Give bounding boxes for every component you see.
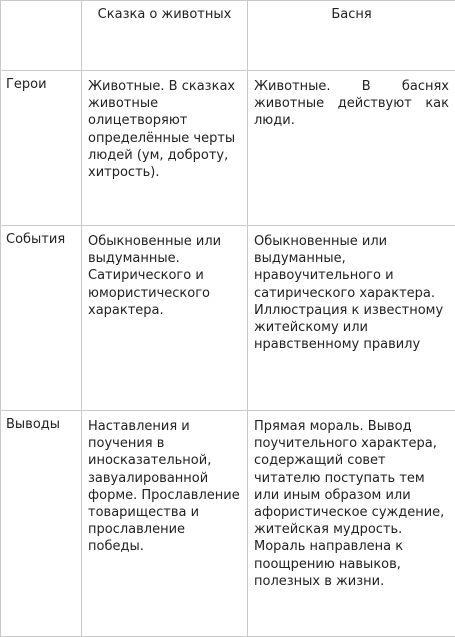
cell-events-fable: Обыкновенные или выдуманные, нравоучительного и сатирического характера. Иллюстрация к известному житейскому или нравственному правилу	[248, 226, 455, 411]
cell-conclusions-tale: Наставления и поучения в иносказательной, завуалированной форме. Прославление товарищества и прославление победы.	[82, 411, 248, 637]
header-fairy-tale: Сказка о животных	[82, 1, 248, 71]
table-header-row	[1, 1, 455, 71]
cell-conclusions-fable: Прямая мораль. Вывод поучительного характера, содержащий совет читателю поступать тем или иным образом или афористическое суждение, житейская мудрость. Мораль направлена к поощрению навыков, полезных в жизни.	[248, 411, 455, 637]
header-corner-cell	[1, 1, 82, 71]
cell-events-tale: Обыкновенные или выдуманные. Сатирического и юмористического характера.	[82, 226, 248, 411]
table-row-conclusions	[1, 411, 455, 637]
header-fable: Басня	[248, 1, 455, 71]
cell-heroes-tale: Животные. В сказках животные олицетворяют определённые черты людей (ум, доброту, хитрость).	[82, 71, 248, 226]
row-label-conclusions: Выводы	[1, 411, 82, 637]
row-label-events: События	[1, 226, 82, 411]
table-row-events	[1, 226, 455, 411]
row-label-heroes: Герои	[1, 71, 82, 226]
table-row-heroes	[1, 71, 455, 226]
cell-heroes-fable: Животные. В баснях животные действуют как люди.	[248, 71, 455, 226]
